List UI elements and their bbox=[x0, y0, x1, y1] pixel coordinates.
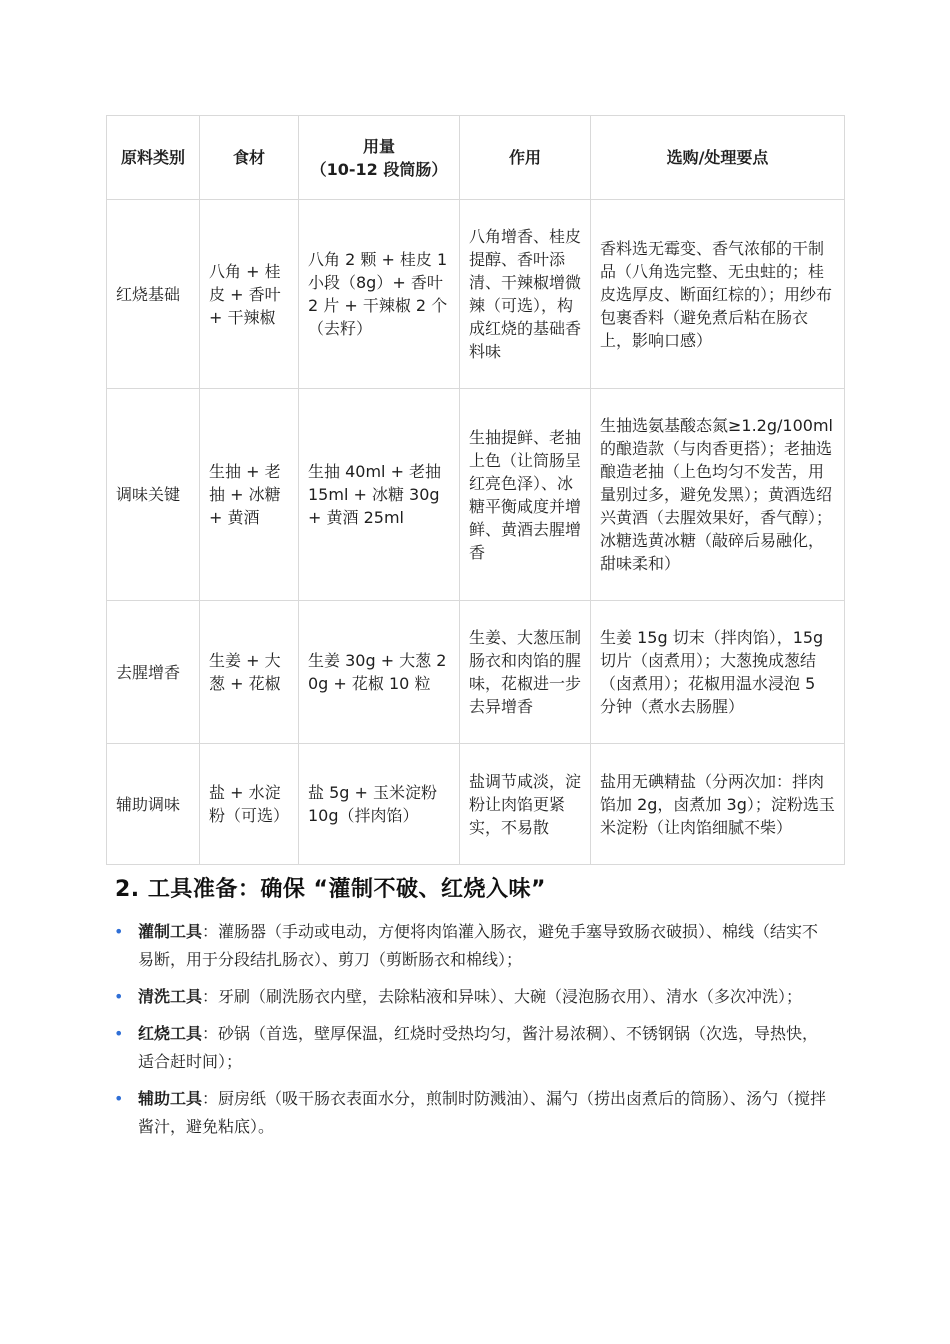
tool-name: 灌制工具 bbox=[138, 922, 203, 941]
table-row bbox=[107, 389, 845, 601]
tool-description: ：厨房纸（吸干肠衣表面水分，煎制时防溅油）、漏勺（捞出卤煮后的筒肠）、汤勺（搅拌酱汁，避免粘底）。 bbox=[138, 1089, 827, 1136]
header-amount-line2: （10-12 段筒肠） bbox=[310, 159, 448, 179]
table-row bbox=[107, 601, 845, 744]
cell-tips: 生抽选氨基酸态氮≥1.2g/100ml 的酿造款（与肉香更搭）；老抽选酿造老抽（上色均匀不发苦，用量别过多，避免发黑）；黄酒选绍兴黄酒（去腥效果好，香气醇）；冰糖选黄冰糖（敲碎后易融化，甜味柔和） bbox=[591, 389, 845, 601]
header-tips: 选购/处理要点 bbox=[591, 116, 845, 200]
list-item bbox=[110, 918, 830, 974]
list-item bbox=[110, 1020, 830, 1076]
cell-category: 红烧基础 bbox=[107, 200, 200, 389]
header-function: 作用 bbox=[460, 116, 591, 200]
cell-category: 调味关键 bbox=[107, 389, 200, 601]
cell-function: 生姜、大葱压制肠衣和肉馅的腥味，花椒进一步去异增香 bbox=[460, 601, 591, 744]
cell-tips: 盐用无碘精盐（分两次加：拌肉馅加 2g，卤煮加 3g）；淀粉选玉米淀粉（让肉馅细腻不柴） bbox=[591, 744, 845, 865]
table-row bbox=[107, 200, 845, 389]
cell-tips: 香料选无霉变、香气浓郁的干制品（八角选完整、无虫蛀的；桂皮选厚皮、断面红棕的）；用纱布包裹香料（避免煮后粘在肠衣上，影响口感） bbox=[591, 200, 845, 389]
ingredients-table bbox=[106, 115, 845, 865]
list-item bbox=[110, 1085, 830, 1141]
cell-ingredient: 盐 + 水淀粉（可选） bbox=[200, 744, 299, 865]
table-row bbox=[107, 744, 845, 865]
cell-function: 生抽提鲜、老抽上色（让筒肠呈红亮色泽）、冰糖平衡咸度并增鲜、黄酒去腥增香 bbox=[460, 389, 591, 601]
table-header-row bbox=[107, 116, 845, 200]
tool-description: ：砂锅（首选，壁厚保温，红烧时受热均匀，酱汁易浓稠）、不锈钢锅（次选，导热快，适合赶时间）； bbox=[138, 1024, 819, 1071]
bullet-icon: • bbox=[114, 1089, 124, 1108]
tool-description: ：牙刷（刷洗肠衣内壁，去除粘液和异味）、大碗（浸泡肠衣用）、清水（多次冲洗）； bbox=[202, 987, 803, 1006]
cell-function: 八角增香、桂皮提醇、香叶添清、干辣椒增微辣（可选），构成红烧的基础香料味 bbox=[460, 200, 591, 389]
cell-category: 去腥增香 bbox=[107, 601, 200, 744]
bullet-icon: • bbox=[114, 987, 124, 1006]
cell-amount: 八角 2 颗 + 桂皮 1 小段（8g）+ 香叶 2 片 + 干辣椒 2 个（去籽） bbox=[299, 200, 460, 389]
cell-function: 盐调节咸淡，淀粉让肉馅更紧实，不易散 bbox=[460, 744, 591, 865]
header-amount bbox=[299, 116, 460, 200]
header-amount-line1: 用量 bbox=[362, 136, 395, 156]
tool-name: 辅助工具 bbox=[138, 1089, 203, 1108]
header-category: 原料类别 bbox=[107, 116, 200, 200]
cell-ingredient: 生姜 + 大葱 + 花椒 bbox=[200, 601, 299, 744]
tool-name: 红烧工具 bbox=[138, 1024, 203, 1043]
bullet-icon: • bbox=[114, 1024, 124, 1043]
section-heading: 2. 工具准备：确保 “灌制不破、红烧入味” bbox=[115, 877, 546, 902]
cell-category: 辅助调味 bbox=[107, 744, 200, 865]
cell-amount: 生抽 40ml + 老抽 15ml + 冰糖 30g + 黄酒 25ml bbox=[299, 389, 460, 601]
tools-list bbox=[110, 918, 830, 1150]
cell-tips: 生姜 15g 切末（拌肉馅），15g 切片（卤煮用）；大葱挽成葱结（卤煮用）；花椒用温水浸泡 5 分钟（煮水去肠腥） bbox=[591, 601, 845, 744]
cell-ingredient: 生抽 + 老抽 + 冰糖 + 黄酒 bbox=[200, 389, 299, 601]
cell-amount: 生姜 30g + 大葱 20g + 花椒 10 粒 bbox=[299, 601, 460, 744]
cell-ingredient: 八角 + 桂皮 + 香叶 + 干辣椒 bbox=[200, 200, 299, 389]
tool-name: 清洗工具 bbox=[138, 987, 203, 1006]
list-item bbox=[110, 983, 830, 1011]
tool-description: ：灌肠器（手动或电动，方便将肉馅灌入肠衣，避免手塞导致肠衣破损）、棉线（结实不易断，用于分段结扎肠衣）、剪刀（剪断肠衣和棉线）； bbox=[138, 922, 819, 969]
bullet-icon: • bbox=[114, 922, 124, 941]
cell-amount: 盐 5g + 玉米淀粉 10g（拌肉馅） bbox=[299, 744, 460, 865]
header-ingredient: 食材 bbox=[200, 116, 299, 200]
